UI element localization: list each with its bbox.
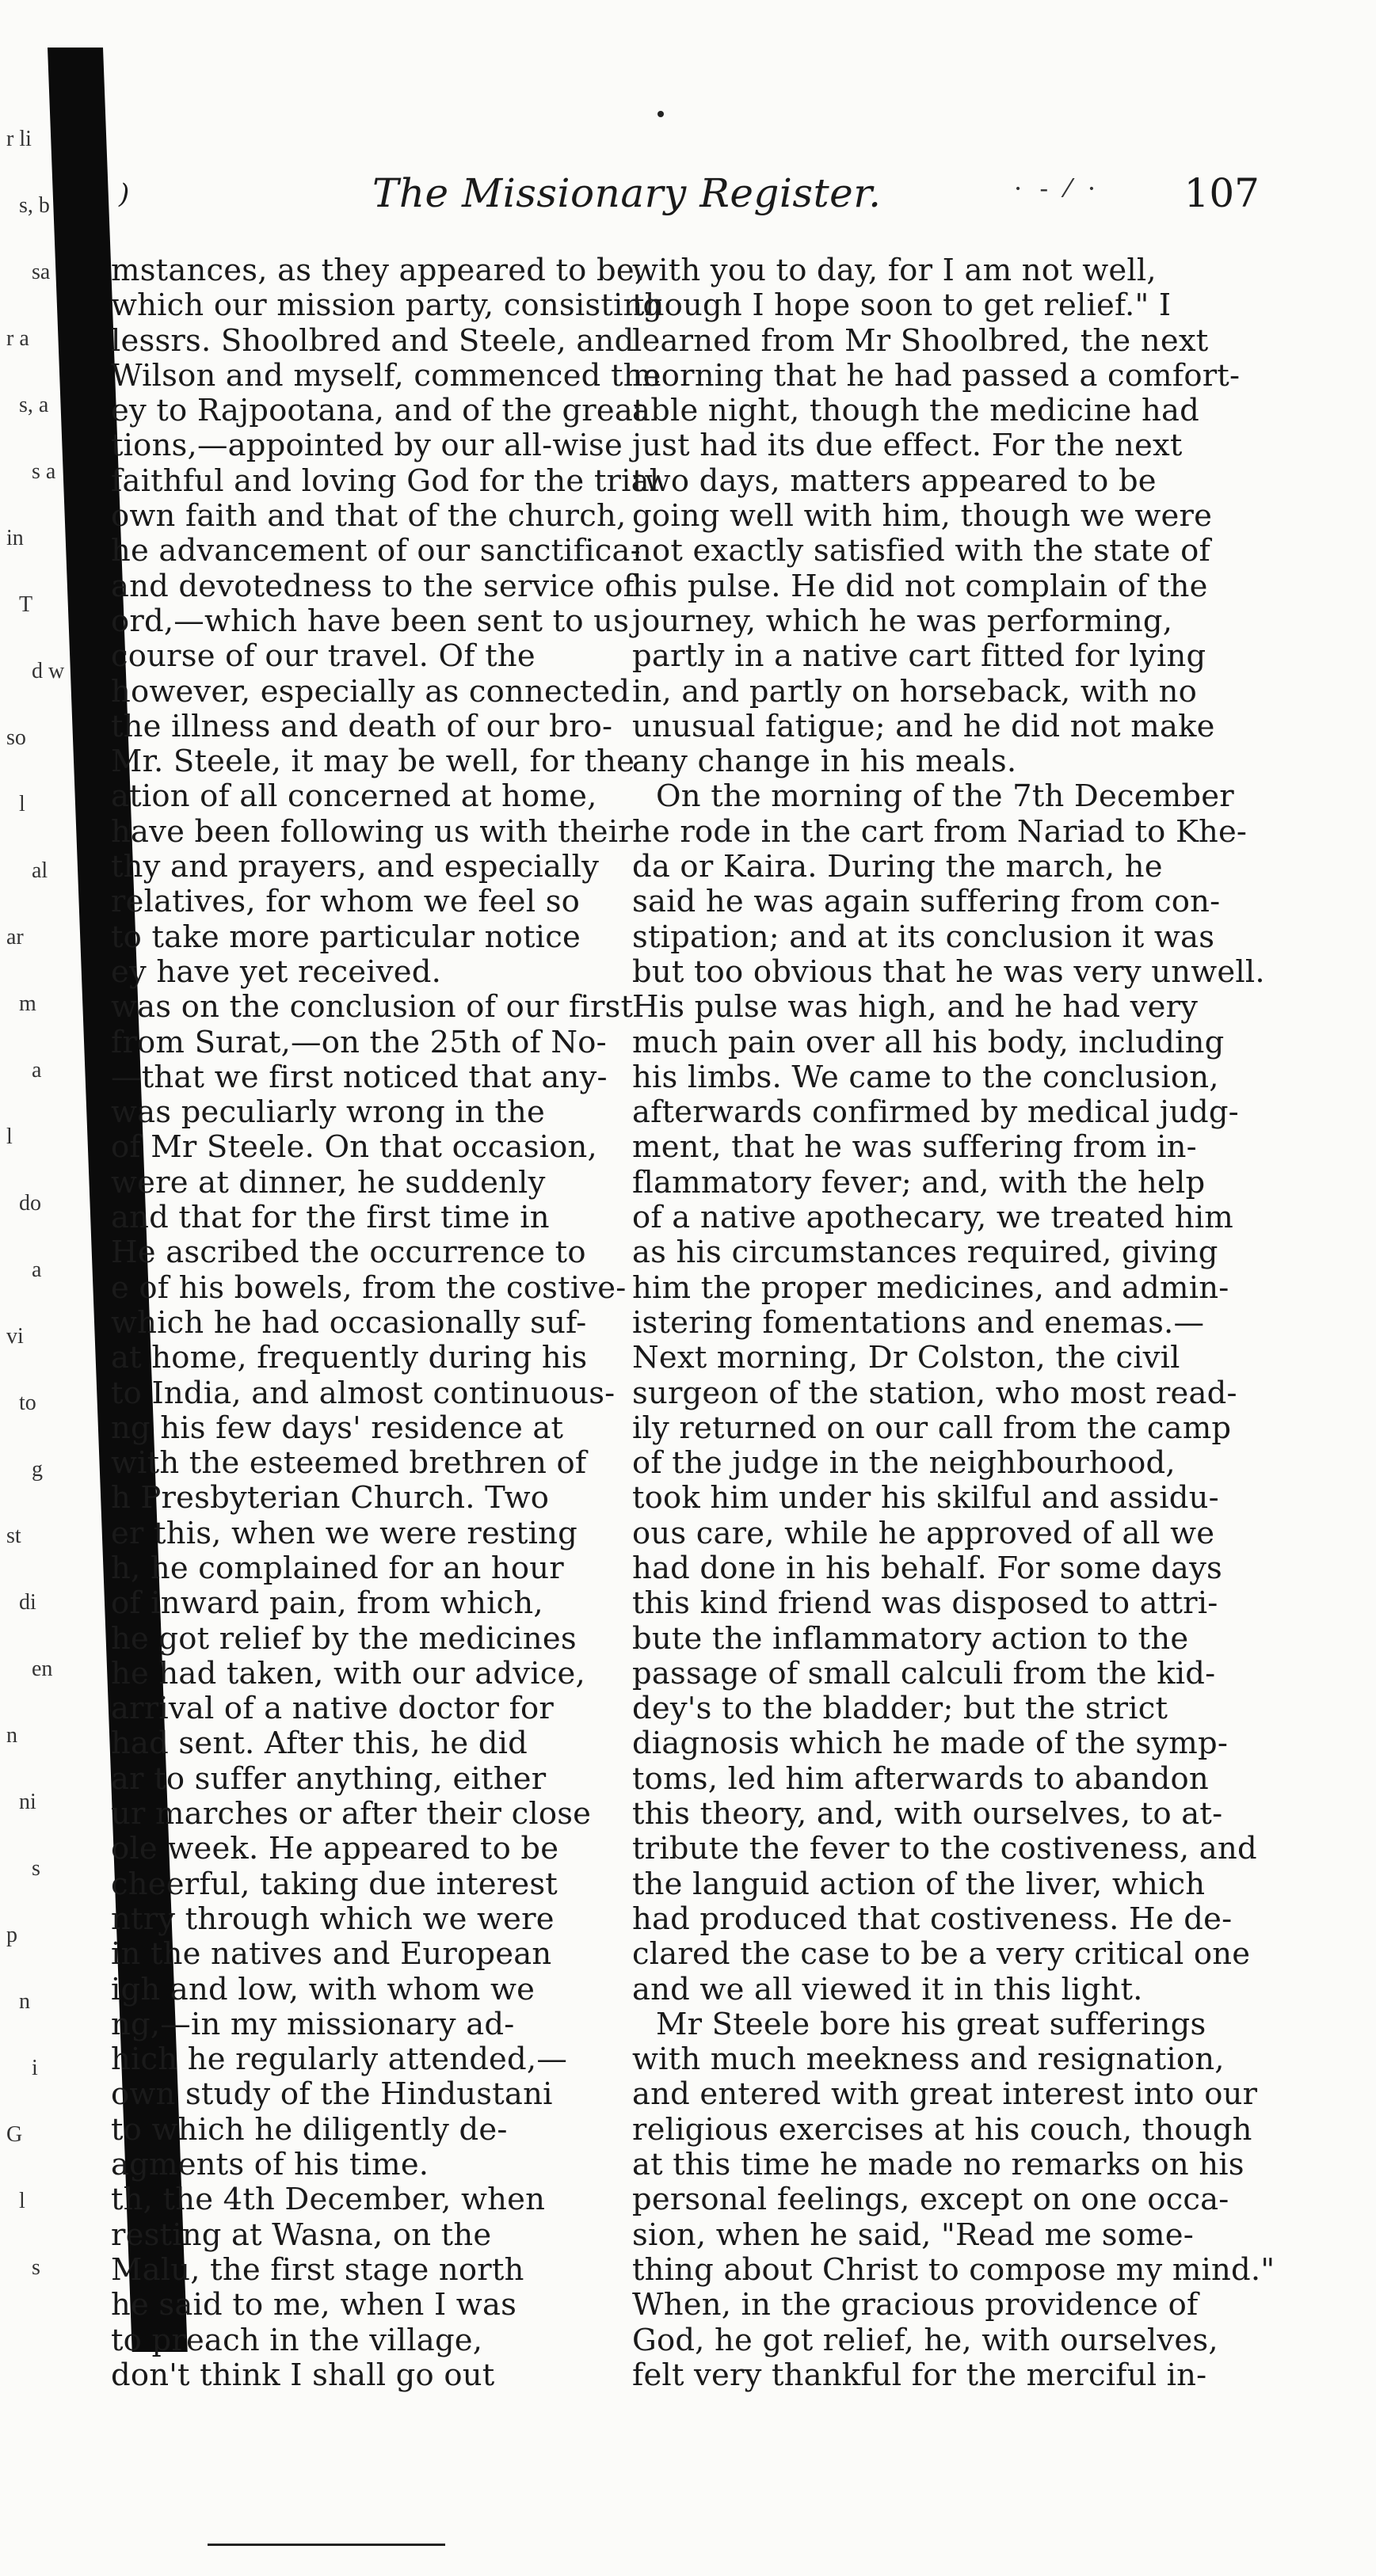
bleed-fragment: m	[19, 991, 36, 1016]
page-number: 107	[1184, 170, 1260, 216]
text-line: which our mission party, consisting	[111, 287, 663, 324]
text-line: took him under his skilful and assidu-	[632, 1480, 1219, 1516]
text-line: from Surat,—on the 25th of No-	[111, 1024, 607, 1060]
bleed-fragment: do	[19, 1191, 41, 1216]
text-line: he had taken, with our advice,	[111, 1655, 585, 1691]
text-line: have been following us with their	[111, 813, 633, 850]
text-line: not exactly satisfied with the state of	[632, 533, 1210, 569]
text-line: journey, which he was performing,	[632, 603, 1173, 639]
bleed-fragment: s	[32, 2255, 40, 2280]
text-line: tribute the fever to the costiveness, and	[632, 1831, 1257, 1867]
text-line: and entered with great interest into our	[632, 2076, 1258, 2113]
text-line: in, and partly on horseback, with no	[632, 673, 1198, 710]
text-line: hich he regularly attended,—	[111, 2041, 568, 2078]
text-line: When, in the gracious providence of	[632, 2287, 1199, 2323]
text-line: learned from Mr Shoolbred, the next	[632, 322, 1209, 359]
text-line: own faith and that of the church,	[111, 498, 627, 535]
bleed-fragment: vi	[6, 1324, 24, 1349]
bleed-fragment: l	[19, 2189, 25, 2213]
text-line: bute the inflammatory action to the	[632, 1620, 1189, 1657]
text-line: partly in a native cart fitted for lying	[632, 638, 1206, 675]
bleed-fragment: p	[6, 1923, 17, 1947]
text-line: clared the case to be a very critical one	[632, 1936, 1251, 1973]
text-line: had produced that costiveness. He de-	[632, 1901, 1233, 1937]
text-line: was peculiarly wrong in the	[111, 1094, 545, 1131]
text-line: ar to suffer anything, either	[111, 1760, 547, 1797]
footnote-rule	[208, 2544, 445, 2546]
text-line: thing about Christ to compose my mind."	[632, 2251, 1275, 2288]
text-line: ur marches or after their close	[111, 1796, 592, 1832]
bleed-fragment: s	[32, 1856, 40, 1881]
text-line: religious exercises at his couch, though	[632, 2111, 1252, 2148]
running-head	[119, 170, 1260, 226]
bleed-fragment: to	[19, 1391, 36, 1415]
text-line: which he had occasionally suf-	[111, 1304, 587, 1341]
bleed-fragment: n	[19, 1989, 30, 2014]
text-line: morning that he had passed a comfort-	[632, 357, 1241, 394]
text-line: ation of all concerned at home,	[111, 778, 597, 815]
text-line: were at dinner, he suddenly	[111, 1164, 546, 1200]
bleed-fragment: T	[19, 592, 33, 617]
text-line: Wilson and myself, commenced the	[111, 357, 661, 394]
text-line: Mr Steele bore his great sufferings	[656, 2006, 1206, 2042]
text-line: his pulse. He did not complain of the	[632, 568, 1208, 604]
text-line: but too obvious that he was very unwell.	[632, 953, 1265, 990]
text-line: and devotedness to the service of	[111, 568, 635, 604]
text-line: he got relief by the medicines	[111, 1620, 577, 1657]
text-line: afterwards confirmed by medical judg-	[632, 1094, 1239, 1131]
text-line: he rode in the cart from Nariad to Khe-	[632, 813, 1248, 850]
text-line: he advancement of our sanctifica-	[111, 533, 641, 569]
text-line: with you to day, for I am not well,	[632, 253, 1157, 288]
text-line: to take more particular notice	[111, 919, 581, 955]
bleed-fragment: ar	[6, 925, 24, 949]
bleed-fragment: en	[32, 1657, 53, 1681]
text-line: faithful and loving God for the trial	[111, 462, 660, 499]
bleed-fragment: G	[6, 2122, 23, 2147]
head-left-fragment: )	[119, 178, 130, 210]
bleed-fragment: so	[6, 725, 26, 750]
text-line: this kind friend was disposed to attri-	[632, 1585, 1218, 1622]
bleed-fragment: s a	[32, 459, 56, 484]
text-line: flammatory fever; and, with the help	[632, 1164, 1206, 1200]
text-line: own study of the Hindustani	[111, 2076, 553, 2113]
text-line: with the esteemed brethren of	[111, 1445, 587, 1482]
text-line: at home, frequently during his	[111, 1340, 588, 1376]
text-line: to preach in the village,	[111, 2322, 483, 2358]
text-line: surgeon of the station, who most read-	[632, 1375, 1237, 1411]
text-line: the languid action of the liver, which	[632, 1866, 1206, 1902]
text-line: Mr. Steele, it may be well, for the	[111, 744, 635, 780]
text-line: mstances, as they appeared to be,	[111, 253, 645, 288]
bleed-fragment: l	[19, 792, 25, 816]
text-line: tions,—appointed by our all-wise	[111, 428, 623, 464]
text-line: diagnosis which he made of the symp-	[632, 1726, 1229, 1762]
text-line: personal feelings, except on one occa-	[632, 2182, 1229, 2218]
text-line: passage of small calculi from the kid-	[632, 1655, 1216, 1691]
text-line: course of our travel. Of the	[111, 638, 536, 675]
text-line: of the judge in the neighbourhood,	[632, 1445, 1176, 1482]
text-line: as his circumstances required, giving	[632, 1235, 1218, 1271]
text-line: felt very thankful for the merciful in-	[632, 2357, 1207, 2393]
bleed-fragment: di	[19, 1590, 36, 1615]
text-line: this theory, and, with ourselves, to at-	[632, 1796, 1223, 1832]
text-line: ng his few days' residence at	[111, 1410, 564, 1446]
text-line: with much meekness and resignation,	[632, 2041, 1225, 2078]
text-line: resting at Wasna, on the	[111, 2216, 492, 2253]
text-line: of a native apothecary, we treated him	[632, 1200, 1233, 1236]
left-column	[111, 253, 663, 2393]
ink-speck	[658, 111, 664, 117]
text-line: of Mr Steele. On that occasion,	[111, 1129, 597, 1166]
bleed-fragment: r a	[6, 326, 29, 351]
text-line: had sent. After this, he did	[111, 1726, 528, 1762]
bleed-fragment: in	[6, 526, 24, 550]
text-line: stipation; and at its conclusion it was	[632, 919, 1215, 955]
bleed-fragment: ni	[19, 1790, 36, 1814]
text-line: God, he got relief, he, with ourselves,	[632, 2322, 1218, 2358]
text-line: h, he complained for an hour	[111, 1550, 564, 1586]
text-line: said he was again suffering from con-	[632, 884, 1221, 920]
text-line: any change in his meals.	[632, 744, 1017, 780]
text-line: arrival of a native doctor for	[111, 1691, 555, 1727]
text-line: dey's to the bladder; but the strict	[632, 1691, 1168, 1727]
text-line: to which he diligently de-	[111, 2111, 508, 2148]
text-line: igh and low, with whom we	[111, 1971, 536, 2007]
text-line: Malu, the first stage north	[111, 2251, 524, 2288]
text-line: ment, that he was suffering from in-	[632, 1129, 1197, 1166]
bleed-through-margin	[0, 119, 65, 2296]
text-line: ntry through which we were	[111, 1901, 555, 1937]
text-line: and we all viewed it in this light.	[632, 1971, 1143, 2007]
text-line: ord,—which have been sent to us	[111, 603, 630, 639]
text-line: cheerful, taking due interest	[111, 1866, 558, 1902]
text-line: just had its due effect. For the next	[632, 428, 1183, 464]
text-line: ole week. He appeared to be	[111, 1831, 559, 1867]
text-line: much pain over all his body, including	[632, 1024, 1225, 1060]
text-line: two days, matters appeared to be	[632, 462, 1157, 499]
text-line: ey to Rajpootana, and of the great	[111, 393, 646, 429]
text-line: however, especially as connected	[111, 673, 631, 710]
text-line: sion, when he said, "Read me some-	[632, 2216, 1194, 2253]
text-line: toms, led him afterwards to abandon	[632, 1760, 1209, 1797]
journal-title: The Missionary Register.	[372, 170, 882, 216]
text-line: Next morning, Dr Colston, the civil	[632, 1340, 1180, 1376]
bleed-fragment: a	[32, 1058, 42, 1083]
text-line: ey have yet received.	[111, 953, 442, 990]
text-line: his limbs. We came to the conclusion,	[632, 1059, 1219, 1095]
text-line: He ascribed the occurrence to	[111, 1235, 586, 1271]
text-line: His pulse was high, and he had very	[632, 989, 1199, 1025]
right-column	[632, 253, 1275, 2393]
text-line: ng,—in my missionary ad-	[111, 2006, 515, 2042]
text-line: th, the 4th December, when	[111, 2182, 546, 2218]
text-line: On the morning of the 7th December	[656, 778, 1234, 815]
text-line: er this, when we were resting	[111, 1515, 577, 1551]
stray-marks: · ‑ ⁄ ·	[1014, 173, 1101, 204]
bleed-fragment: n	[6, 1723, 17, 1748]
text-line: in the natives and European	[111, 1936, 552, 1973]
text-line: ous care, while he approved of all we	[632, 1515, 1215, 1551]
bleed-fragment: d w	[32, 659, 65, 683]
text-line: thy and prayers, and especially	[111, 849, 600, 885]
bleed-fragment: l	[6, 1124, 13, 1149]
text-line: da or Kaira. During the march, he	[632, 849, 1163, 885]
text-line: don't think I shall go out	[111, 2357, 495, 2393]
text-line: the illness and death of our bro-	[111, 708, 613, 744]
text-line: had done in his behalf. For some days	[632, 1550, 1222, 1586]
text-line: agments of his time.	[111, 2147, 429, 2183]
text-line: unusual fatigue; and he did not make	[632, 708, 1215, 744]
text-line: ily returned on our call from the camp	[632, 1410, 1232, 1446]
text-line: h Presbyterian Church. Two	[111, 1480, 550, 1516]
text-line: and that for the first time in	[111, 1200, 550, 1236]
bleed-fragment: s, a	[19, 393, 49, 417]
bleed-fragment: s, b	[19, 193, 50, 218]
text-line: —that we first noticed that any-	[111, 1059, 608, 1095]
text-line: at this time he made no remarks on his	[632, 2147, 1244, 2183]
bleed-fragment: sa	[32, 260, 51, 284]
bleed-fragment: al	[32, 858, 48, 883]
bleed-fragment: r li	[6, 127, 32, 151]
bleed-fragment: g	[32, 1457, 43, 1482]
text-line: going well with him, though we were	[632, 498, 1213, 535]
text-line: lessrs. Shoolbred and Steele, and	[111, 322, 635, 359]
bleed-fragment: a	[32, 1258, 42, 1282]
text-line: istering fomentations and enemas.—	[632, 1304, 1205, 1341]
text-line: though I hope soon to get relief." I	[632, 287, 1172, 324]
bleed-fragment: i	[32, 2056, 38, 2080]
text-line: to India, and almost continuous-	[111, 1375, 616, 1411]
text-line: he said to me, when I was	[111, 2287, 517, 2323]
text-line: able night, though the medicine had	[632, 393, 1199, 429]
text-line: e of his bowels, from the costive-	[111, 1269, 627, 1306]
text-line: was on the conclusion of our first	[111, 989, 634, 1025]
text-line: relatives, for whom we feel so	[111, 884, 581, 920]
text-line: him the proper medicines, and admin-	[632, 1269, 1229, 1306]
bleed-fragment: st	[6, 1524, 21, 1548]
text-line: of inward pain, from which,	[111, 1585, 543, 1622]
